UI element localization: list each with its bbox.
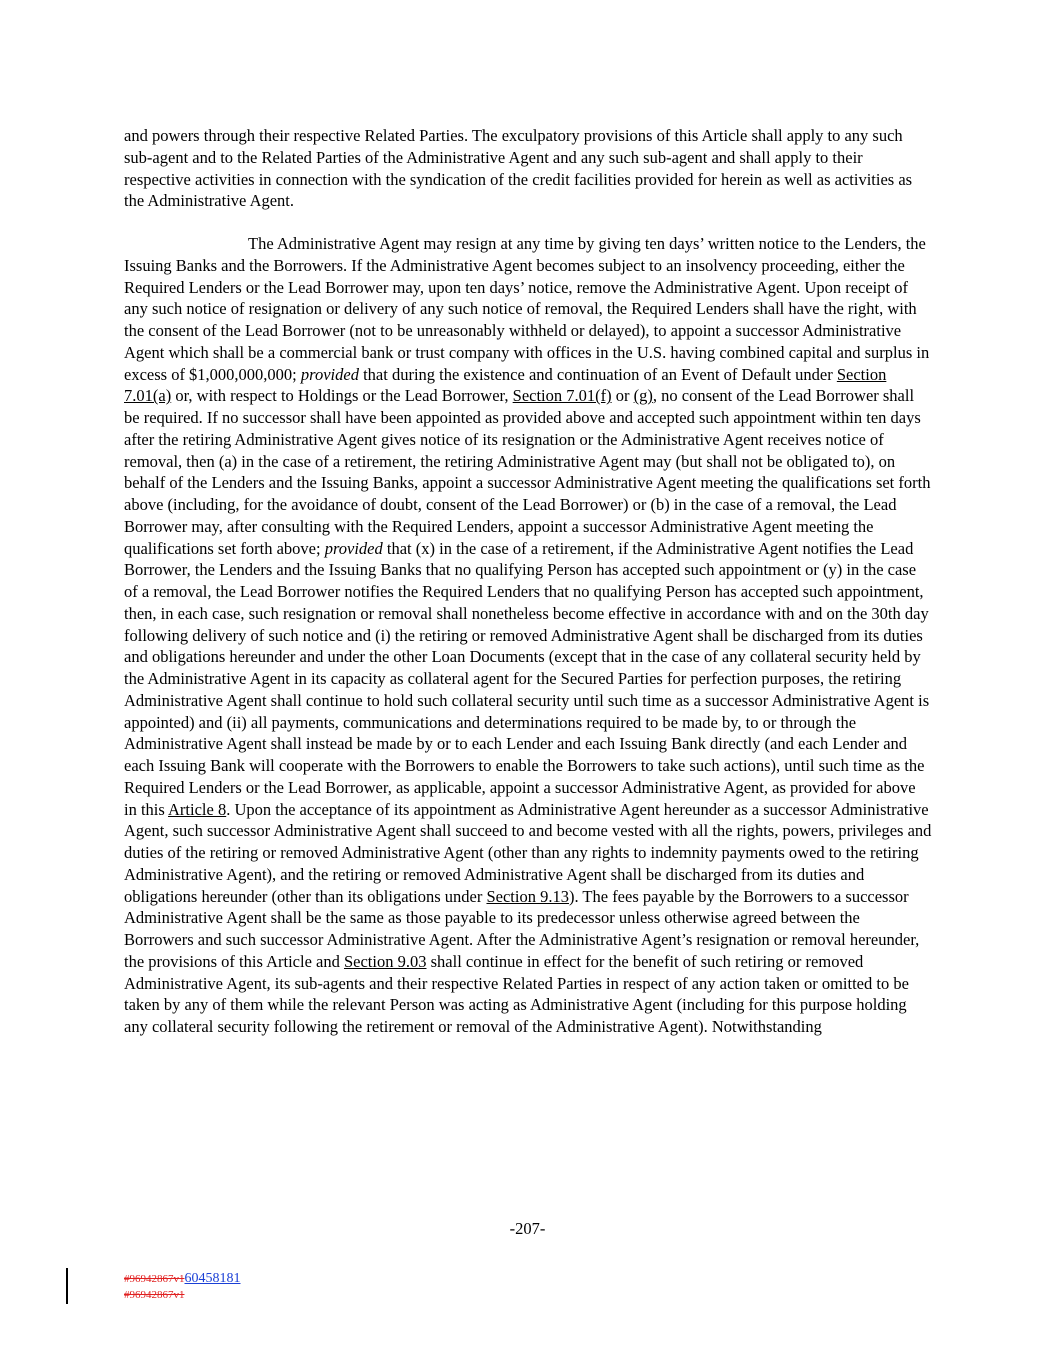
deleted-doc-id: #96942867v1: [124, 1289, 185, 1301]
section-reference: Section 9.13: [486, 886, 569, 906]
revision-change-bar: [66, 1268, 68, 1304]
paragraph-exculpatory: and powers through their respective Related Parties. The exculpatory provisions of this Article shall apply to any such sub-agent and to the Related Parties of the Administrative Agent and any such sub-agent and shall apply to their respective activities in connection with the syndication of the credit facilities provided for herein as well as activities as the Administrative Agent.: [124, 126, 913, 211]
text-run: that (x) in the case of a retirement, if the Administrative Agent notifies the Lead Borrower, the Lenders and the Issuing Banks that no qualifying Person has accepted such appointment or (y) in the case of a removal, the Lead Borrower notifies the Required Lenders that no qualifying Person has accepted such appointment, then, in each case, such resignation or removal shall nonetheless become effective in accordance with and on the 30th day following delivery of such notice and (i) the retiring or removed Administrative Agent shall be discharged from its duties and obligations hereunder and under the other Loan Documents (except that in the case of any collateral security held by the Administrative Agent in its capacity as collateral agent for the Secured Parties for perfection purposes, the retiring Administrative Agent shall continue to hold such collateral security until such time as a successor Administrative Agent is appointed) and (ii) all payments, communications and determinations required to be made by, to or through the Administrative Agent shall instead be made by or to each Lender and each Issuing Bank directly (and each Lender and each Issuing Bank will cooperate with the Borrowers to enable the Borrowers to take such actions), until such time as the Required Lenders or the Lead Borrower, as applicable, appoint a successor Administrative Agent, as provided for above in this: [124, 538, 930, 819]
document-id-line: [124, 1271, 241, 1287]
text-run: or, with respect to Holdings or the Lead Borrower,: [171, 386, 513, 406]
text-run: , no consent of the Lead Borrower shall be required. If no successor shall have been appointed as provided above and accepted such appointment within ten days after the retiring Administrative Agent gives notice of its resignation or the Administrative Agent receives notice of removal, then (a) in the case of a retirement, the retiring Administrative Agent may (but shall not be obligated to), on behalf of the Lenders and the Issuing Banks, appoint a successor Administrative Agent meeting the qualifications set forth above (including, for the avoidance of doubt, consent of the Lead Borrower) or (b) in the case of a removal, the Lead Borrower may, after consulting with the Required Lenders, appoint a successor Administrative Agent meeting the qualifications set forth above;: [124, 386, 931, 558]
text-run: that during the existence and continuation of an Event of Default under: [358, 364, 837, 384]
document-id-line-2: [124, 1288, 185, 1302]
document-body: [124, 125, 932, 1038]
section-reference: Section 7.01(a): [124, 364, 887, 406]
article-reference: Article 8: [168, 799, 227, 819]
text-run: ). The fees payable by the Borrowers to a successor Administrative Agent shall be the same as those payable to its predecessor unless otherwise agreed between the Borrowers and such successor Administrative Agent. After the Administrative Agent’s resignation or removal hereunder, the provisions of this Article and: [124, 886, 920, 971]
text-run: or: [611, 386, 634, 406]
text-run: shall continue in effect for the benefit of such retiring or removed Administrative Agent, its sub-agents and their respective Related Parties in respect of any action taken or omitted to be taken by any of them while the relevant Person was acting as Administrative Agent (including for this purpose holding any collateral security following the retirement or removal of the Administrative Agent). Notwithstanding: [124, 951, 909, 1036]
paragraph-resignation: [124, 233, 932, 1038]
section-reference: Section 9.03: [343, 951, 427, 971]
provided-term: provided: [300, 364, 359, 384]
provided-term: provided: [324, 538, 383, 558]
deleted-doc-id: #96942867v1: [124, 1273, 185, 1285]
inserted-doc-id: 60458181: [184, 1271, 241, 1286]
text-run: The Administrative Agent may resign at any time by giving ten days’ written notice to the Lenders, the Issuing Banks and the Borrowers. If the Administrative Agent becomes subject to an insolvency proceeding, either the Required Lenders or the Lead Borrower may, upon ten days’ notice, remove the Administrative Agent. Upon receipt of any such notice of resignation or delivery of any such notice of removal, the Required Lenders shall have the right, with the consent of the Lead Borrower (not to be unreasonably withheld or delayed), to appoint a successor Administrative Agent which shall be a commercial bank or trust company with offices in the U.S. having combined capital and surplus in excess of $1,000,000,000;: [124, 234, 930, 384]
section-reference: Section 7.01(f): [512, 386, 612, 406]
text-run: . Upon the acceptance of its appointment as Administrative Agent hereunder as a successor Administrative Agent, such successor Administrative Agent shall succeed to and become vested with all the rights, powers, privileges and duties of the retiring or removed Administrative Agent (other than any rights to indemnity payments owed to the retiring Administrative Agent), and the retiring or removed Administrative Agent shall be discharged from its duties and obligations hereunder (other than its obligations under: [124, 799, 932, 906]
section-reference: (g): [633, 386, 653, 406]
page-number: -207-: [509, 1219, 546, 1238]
